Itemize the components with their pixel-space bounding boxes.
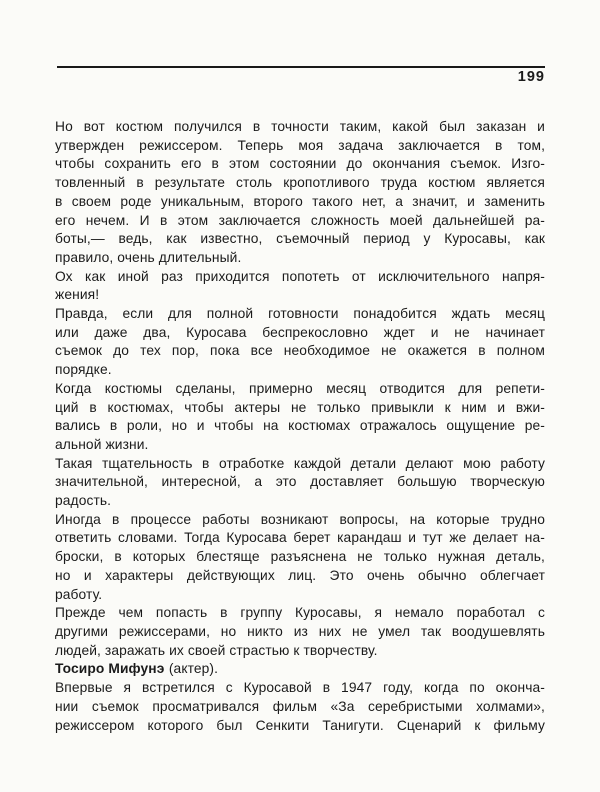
text-line: Иногда в процессе работы возникают вопросы, на которые трудно bbox=[55, 511, 545, 527]
text-line: Ох как иной раз приходится попотеть от исключительного напря- bbox=[55, 268, 545, 284]
text-line: в своем роде уникальным, второго такого нет, а значит, и заменить bbox=[55, 193, 545, 209]
page-body bbox=[55, 66, 545, 735]
text-line: нии съемок просматривался фильм «За серебристыми холмами», bbox=[55, 698, 545, 714]
text-line: его нечем. И в этом заключается сложность моей дальнейшей ра- bbox=[55, 212, 545, 228]
text-line: Когда костюмы сделаны, примерно месяц отводится для репети- bbox=[55, 380, 545, 396]
speaker-role: (актер). bbox=[168, 661, 219, 677]
text-line: чтобы сохранить его в этом состоянии до окончания съемок. Изго- bbox=[55, 156, 545, 172]
text-line: альной жизни. bbox=[55, 436, 149, 452]
text-line: радость. bbox=[55, 493, 112, 509]
text-line: Прежде чем попасть в группу Куросавы, я немало поработал с bbox=[55, 605, 545, 621]
text-line: броски, в которых блестяще разъяснена не только нужная деталь, bbox=[55, 549, 545, 565]
page-number: 199 bbox=[517, 69, 545, 85]
text-line: режиссером которого был Сенкити Танигути. Сценарий к фильму bbox=[55, 717, 545, 733]
paragraph bbox=[55, 604, 545, 660]
paragraph-speaker-heading bbox=[55, 660, 545, 679]
speaker-heading-line bbox=[55, 660, 545, 679]
header-rule bbox=[57, 66, 545, 68]
paragraph bbox=[55, 511, 545, 605]
text-line: порядке. bbox=[55, 362, 112, 378]
text-line: Правда, если для полной готовности понадобится ждать месяц bbox=[55, 306, 545, 322]
text-line: товленный в результате столь кропотливого труда костюм является bbox=[55, 175, 545, 191]
text-line: людей, заражать их своей страстью к творчеству. bbox=[55, 642, 378, 658]
text-line: боты,— ведь, как известно, съемочный период у Куросавы, как bbox=[55, 231, 545, 247]
paragraph bbox=[55, 268, 545, 305]
text-line: Впервые я встретился с Куросавой в 1947 году, когда по оконча- bbox=[55, 680, 545, 696]
text-line: ций в костюмах, чтобы актеры не только привыкли к ним и вжи- bbox=[55, 399, 545, 415]
text-line: съемок до тех пор, пока все необходимое не окажется в полном bbox=[55, 343, 545, 359]
text-line: вались в роли, но и чтобы на костюмах отражалось ощущение ре- bbox=[55, 418, 545, 434]
text-line: значительной, интересной, а это доставляет большую творческую bbox=[55, 474, 545, 490]
text-block bbox=[55, 118, 545, 735]
text-line: другими режиссерами, но никто из них не умел так воодушевлять bbox=[55, 623, 545, 639]
speaker-name: Тосиро Мифунэ bbox=[55, 661, 165, 677]
text-line: Но вот костюм получился в точности таким, какой был заказан и bbox=[55, 119, 545, 134]
paragraph bbox=[55, 679, 545, 735]
text-line: работу. bbox=[55, 586, 103, 602]
text-line: ответить словами. Тогда Куросава берет карандаш и тут же делает на- bbox=[55, 530, 545, 546]
text-line: утвержден режиссером. Теперь моя задача заключается в том, bbox=[55, 137, 545, 153]
paragraph bbox=[55, 455, 545, 511]
paragraph bbox=[55, 305, 545, 380]
text-line: жения! bbox=[55, 287, 100, 303]
text-line: но и характеры действующих лиц. Это очень обычно облегчает bbox=[55, 567, 545, 583]
text-line: или даже два, Куросава беспрекословно ждет и не начинает bbox=[55, 324, 545, 340]
text-line: правило, очень длительный. bbox=[55, 249, 242, 265]
paragraph bbox=[55, 118, 545, 268]
paragraph bbox=[55, 380, 545, 455]
text-line: Такая тщательность в отработке каждой детали делают мою работу bbox=[55, 455, 545, 471]
